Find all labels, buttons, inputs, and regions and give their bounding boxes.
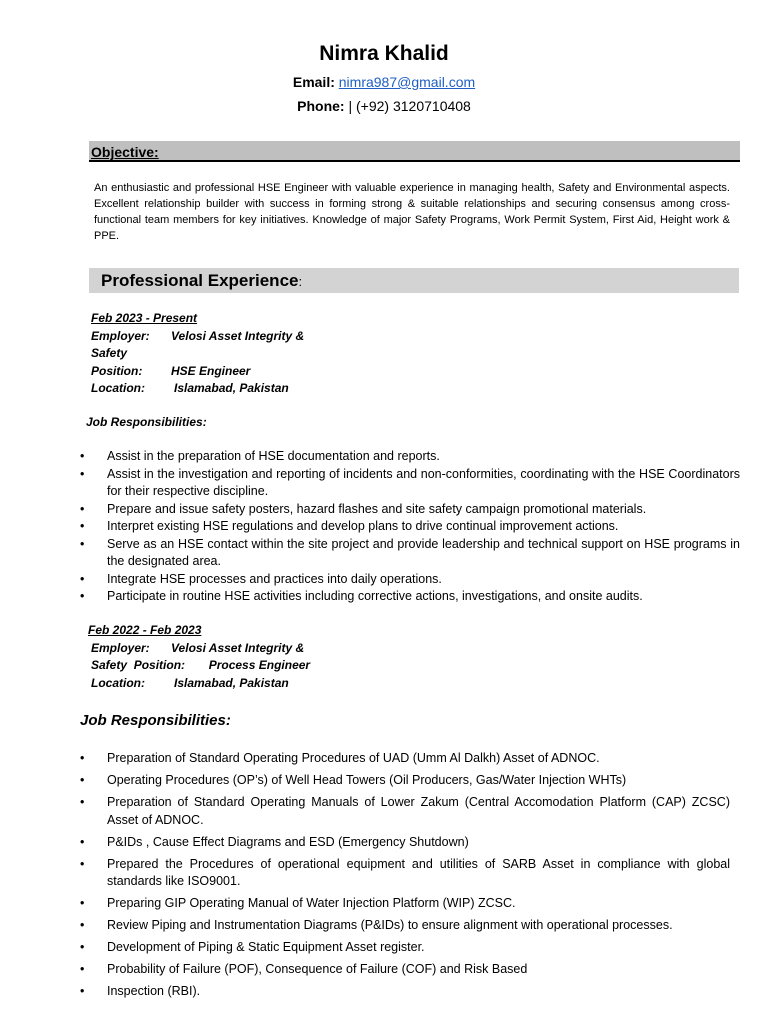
list-item: • Interpret existing HSE regulations and develop plans to drive continual improvement actions. [80, 518, 740, 536]
email-line [0, 74, 768, 90]
list-item: • Prepare and issue safety posters, hazard flashes and site safety campaign promotional materials. [80, 501, 740, 519]
job-1-employer: Velosi Asset Integrity & Safety [91, 328, 305, 360]
job-2-employer-label: Employer: [91, 640, 150, 655]
phone-number: | (+92) 3120710408 [348, 98, 471, 114]
job-1-position-label: Position: [91, 363, 143, 378]
job-2-position-row [88, 657, 328, 675]
job-2-responsibilities-title: Job Responsibilities: [80, 712, 231, 729]
job-2-position-label: Position: [133, 658, 186, 672]
experience-title [101, 271, 302, 291]
objective-header-bar [89, 141, 740, 162]
list-item: • Assist in the preparation of HSE documentation and reports. [80, 448, 740, 466]
list-item: • P&IDs , Cause Effect Diagrams and ESD (Emergency Shutdown) [80, 834, 730, 852]
job-2-location-row [88, 675, 328, 693]
list-item: • Inspection (RBI). [80, 983, 730, 1001]
phone-line [0, 98, 768, 114]
email-link[interactable]: nimra987@gmail.com [338, 74, 476, 90]
job-1-location-row [91, 380, 311, 398]
experience-title-colon: : [298, 274, 303, 289]
list-item: • Probability of Failure (POF), Consequence of Failure (COF) and Risk Based [80, 961, 730, 979]
job-2-position: Process Engineer [208, 658, 311, 672]
job-1-location: Islamabad, Pakistan [174, 381, 289, 395]
job-entry-1 [91, 310, 311, 398]
job-2-responsibilities-list [80, 750, 730, 1005]
job-1-period: Feb 2023 - Present [91, 311, 198, 325]
list-item: • Preparation of Standard Operating Manuals of Lower Zakum (Central Accomodation Platform (CAP) ZCSC) Asset of ADNOC. [80, 794, 730, 829]
candidate-name: Nimra Khalid [319, 42, 449, 65]
email-label: Email: [292, 74, 335, 90]
job-entry-2 [88, 622, 328, 692]
list-item: • Review Piping and Instrumentation Diagrams (P&IDs) to ensure alignment with operational processes. [80, 917, 730, 935]
objective-text: An enthusiastic and professional HSE Engineer with valuable experience in managing health, Safety and Environmental aspects. Excellent relationship builder with success in forming strong & suitable relationships and securing consensus among cross-functional team members for key initiatives. Knowledge of major Safety Programs, Work Permit System, First Aid, Height work & PPE. [94, 182, 730, 242]
list-item: • Prepared the Procedures of operational equipment and utilities of SARB Asset in compliance with global standards like ISO9001. [80, 856, 730, 891]
job-1-employer-label: Employer: [91, 328, 150, 343]
job-2-location: Islamabad, Pakistan [174, 675, 289, 690]
list-item: • Participate in routine HSE activities including corrective actions, investigations, and onsite audits. [80, 588, 740, 606]
job-2-employer: Velosi Asset Integrity & [171, 640, 305, 655]
job-1-position: HSE Engineer [171, 363, 251, 378]
phone-label: Phone: [297, 98, 345, 114]
job-2-period: Feb 2022 - Feb 2023 [88, 623, 202, 637]
experience-title-text: Professional Experience [101, 271, 299, 290]
objective-title: Objective: [91, 144, 159, 160]
list-item: • Preparation of Standard Operating Procedures of UAD (Umm Al Dalkh) Asset of ADNOC. [80, 750, 730, 768]
job-1-position-row [91, 363, 311, 381]
list-item: • Preparing GIP Operating Manual of Water Injection Platform (WIP) ZCSC. [80, 895, 730, 913]
job-2-employer-cont: Safety [91, 658, 128, 672]
list-item: • Operating Procedures (OP’s) of Well Head Towers (Oil Producers, Gas/Water Injection WHTs) [80, 772, 730, 790]
list-item: • Assist in the investigation and reporting of incidents and non-conformities, coordinating with the HSE Coordinators for their respective discipline. [80, 466, 740, 501]
job-2-employer-row [88, 640, 328, 658]
job-1-location-label: Location: [91, 381, 145, 395]
job-2-location-label: Location: [91, 675, 145, 690]
job-1-responsibilities-title: Job Responsibilities: [86, 415, 207, 429]
list-item: • Development of Piping & Static Equipment Asset register. [80, 939, 730, 957]
job-1-responsibilities-list [80, 448, 740, 606]
job-1-employer-row [91, 328, 311, 363]
list-item: • Serve as an HSE contact within the site project and provide leadership and technical support on HSE programs in the designated area. [80, 536, 740, 571]
list-item: • Integrate HSE processes and practices into daily operations. [80, 571, 740, 589]
